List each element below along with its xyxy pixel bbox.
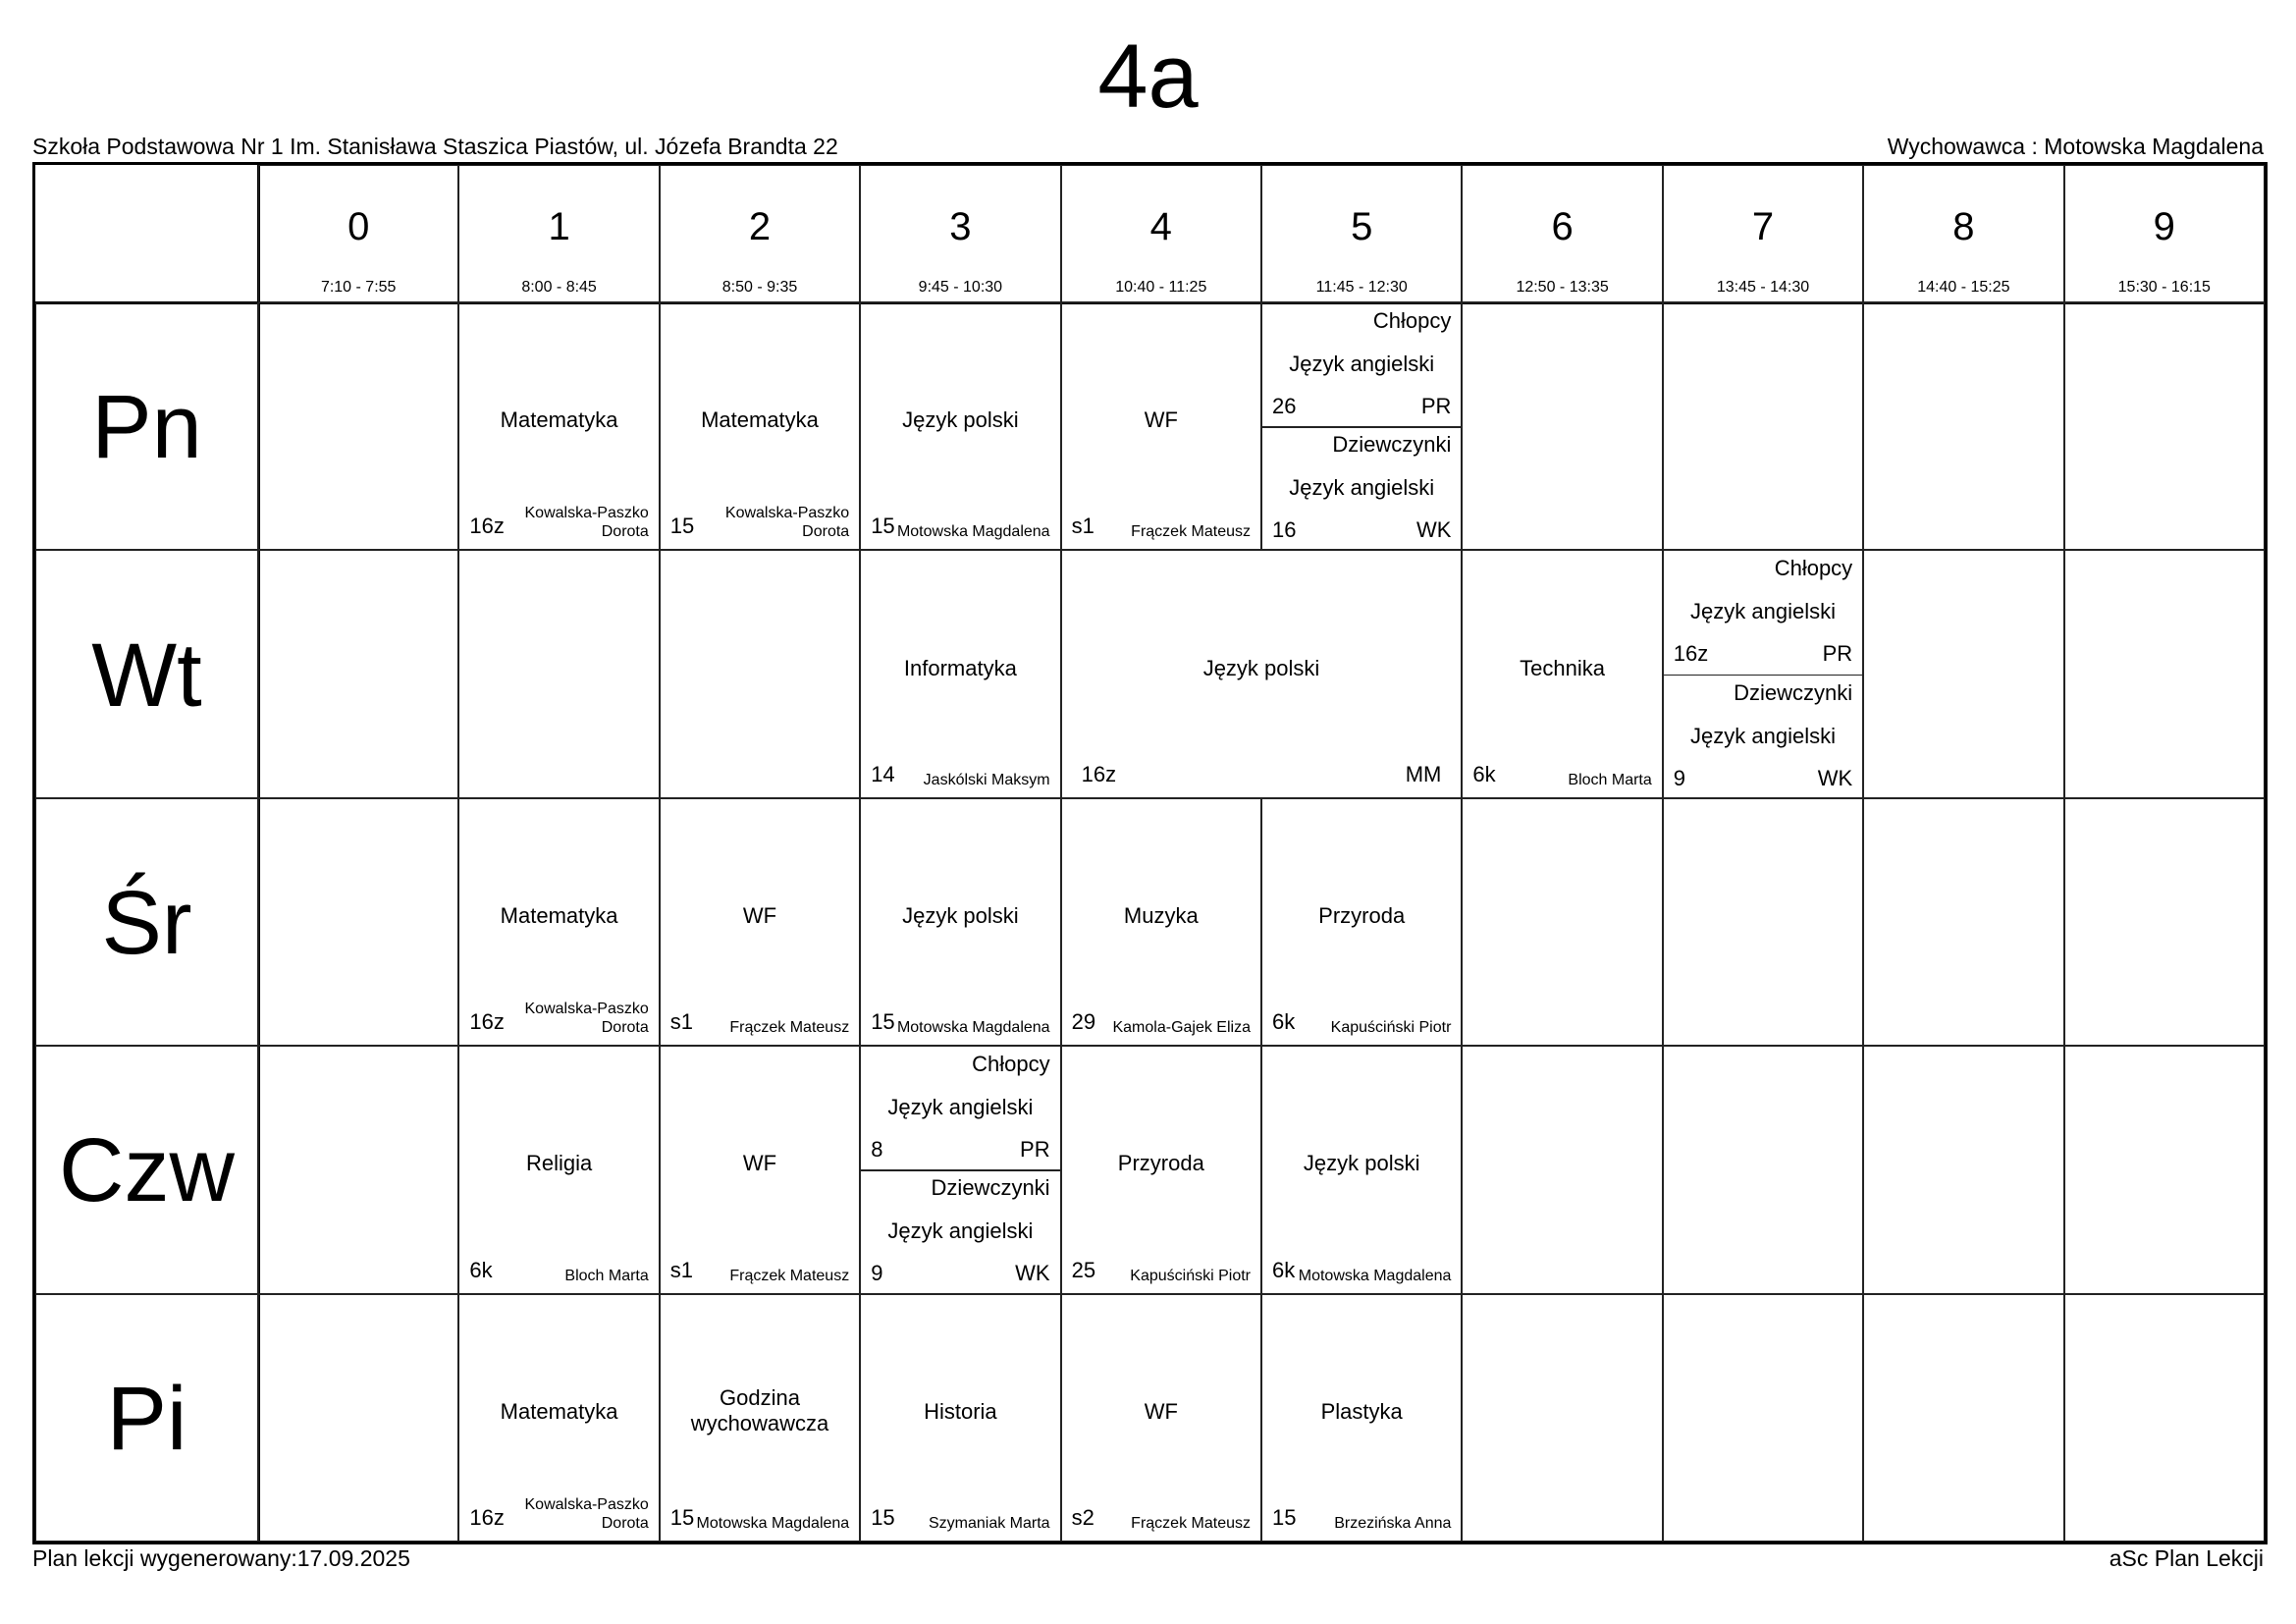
lesson-cell (860, 1294, 1060, 1542)
teacher-name (1568, 771, 1651, 789)
lesson-subject: Muzyka (1123, 902, 1199, 928)
room-number: s1 (669, 1009, 694, 1035)
period-time: 15:30 - 16:15 (2117, 279, 2211, 296)
period-time: 8:50 - 9:35 (721, 279, 798, 296)
empty-slot (1663, 798, 1863, 1046)
teacher-name-line: Frączek Mateusz (1131, 1514, 1251, 1532)
lesson-cell (1061, 798, 1261, 1046)
period-time: 9:45 - 10:30 (918, 279, 1003, 296)
empty-slot (458, 550, 659, 797)
teacher-name (1331, 1018, 1452, 1037)
period-number: 0 (347, 205, 370, 248)
room-number: 29 (1071, 1009, 1096, 1035)
lesson-subject: Język angielski (1690, 599, 1836, 624)
period-time: 12:50 - 13:35 (1516, 279, 1609, 296)
lesson-subject-line: wychowawcza (690, 1410, 829, 1435)
empty-slot (1863, 302, 2063, 550)
lesson-cell (660, 1046, 860, 1293)
lesson-subject: Przyroda (1117, 1151, 1204, 1176)
lesson-subject: Język polski (902, 407, 1019, 433)
empty-slot (1663, 302, 1863, 550)
teacher-abbr: PR (1420, 394, 1452, 418)
day-label-cell (35, 798, 258, 1046)
lesson-cell (458, 1294, 659, 1542)
lesson-cell (458, 302, 659, 550)
empty-slot (258, 1294, 458, 1542)
empty-slot (1863, 1046, 2063, 1293)
lesson-cell (660, 302, 860, 550)
lesson-cell (660, 798, 860, 1046)
lesson-subject: Język polski (1202, 655, 1320, 680)
period-header (860, 165, 1060, 302)
lesson-subject: Religia (525, 1151, 593, 1176)
day-label: Czw (59, 1120, 235, 1221)
teacher-name (697, 1514, 850, 1533)
teacher-name (924, 771, 1050, 789)
day-label-cell (35, 550, 258, 797)
teacher-name (1131, 522, 1251, 541)
day-label-cell (35, 302, 258, 550)
timetable-title: 4a (1097, 27, 1199, 127)
teacher-name-line: Brzezińska Anna (1334, 1514, 1452, 1532)
teacher-name (929, 1514, 1050, 1533)
room-number: 25 (1071, 1257, 1096, 1282)
room-number: 15 (871, 514, 895, 539)
school-name: Szkoła Podstawowa Nr 1 Im. Stanisława Staszica Piastów, ul. Józefa Brandta 22 (32, 134, 838, 159)
teacher-name-line: Dorota (601, 1514, 649, 1532)
period-header (1061, 165, 1261, 302)
group-label: Chłopcy (1372, 308, 1452, 333)
lesson-subject: Język angielski (887, 1218, 1034, 1244)
teacher-abbr: WK (1817, 765, 1853, 790)
period-time: 14:40 - 15:25 (1917, 279, 2010, 296)
day-label-cell (35, 1046, 258, 1293)
period-number: 8 (1952, 205, 1975, 248)
lesson-subject: Język angielski (1690, 723, 1836, 748)
period-header (258, 165, 458, 302)
teacher-name-line: Dorota (601, 523, 649, 541)
empty-slot (2064, 1294, 2265, 1542)
lesson-subject: Technika (1520, 655, 1605, 680)
period-number: 1 (548, 205, 570, 248)
lesson-subject (667, 1385, 853, 1436)
empty-slot (1663, 1294, 1863, 1542)
room-number: 15 (871, 1009, 895, 1035)
teacher-name (1299, 1267, 1452, 1285)
lesson-subject: WF (742, 902, 777, 928)
day-label: Wt (91, 624, 202, 726)
group-label: Chłopcy (972, 1052, 1050, 1077)
room-number: 16z (1081, 761, 1117, 786)
teacher-name-line: Motowska Magdalena (696, 1514, 850, 1532)
empty-slot (1462, 302, 1662, 550)
lesson-cell (1061, 550, 1463, 797)
room-number: 16 (1272, 517, 1297, 543)
lesson-subject: Informatyka (903, 655, 1017, 680)
room-number: 26 (1272, 394, 1297, 418)
period-time: 13:45 - 14:30 (1716, 279, 1810, 296)
empty-slot (2064, 302, 2265, 550)
room-number: 16z (469, 1504, 505, 1530)
room-number: s2 (1071, 1504, 1095, 1530)
lesson-cell (660, 1294, 860, 1542)
lesson-cell (860, 1046, 1060, 1293)
teacher-name-line: Bloch Marta (564, 1267, 649, 1284)
room-number: 16z (1673, 641, 1709, 667)
period-time: 11:45 - 12:30 (1315, 279, 1408, 296)
empty-slot (258, 550, 458, 797)
room-number: 15 (669, 514, 695, 539)
group-label: Dziewczynki (1332, 432, 1452, 458)
teacher-name (897, 522, 1050, 541)
teacher-name-line: Dorota (802, 523, 850, 541)
room-number: 6k (1472, 761, 1496, 786)
teacher-name-line: Kapuściński Piotr (1330, 1019, 1452, 1037)
room-number: 9 (1673, 765, 1686, 790)
teacher-name (897, 1018, 1050, 1037)
group-label: Dziewczynki (1734, 679, 1853, 705)
teacher-name-line: Frączek Mateusz (729, 1267, 850, 1284)
teacher-name (1334, 1514, 1451, 1533)
teacher-name-line: Kowalska-Paszko (524, 1001, 649, 1018)
day-label-cell (35, 1294, 258, 1542)
period-header (2064, 165, 2265, 302)
lesson-subject: Matematyka (500, 902, 618, 928)
period-number: 5 (1351, 205, 1373, 248)
period-number: 3 (949, 205, 972, 248)
period-header (1261, 165, 1462, 302)
lesson-subject: WF (1144, 407, 1178, 433)
room-number: 15 (669, 1504, 695, 1530)
empty-slot (1863, 798, 2063, 1046)
teacher-name-line: Motowska Magdalena (1298, 1267, 1452, 1284)
empty-slot (258, 302, 458, 550)
period-number: 9 (2153, 205, 2175, 248)
lesson-cell (1261, 302, 1462, 550)
period-header (660, 165, 860, 302)
lesson-subject: Matematyka (500, 407, 618, 433)
empty-slot (2064, 798, 2265, 1046)
lesson-cell (860, 302, 1060, 550)
homeroom-teacher: Wychowawca : Motowska Magdalena (1887, 134, 2264, 159)
group-divider (1262, 426, 1461, 428)
teacher-name-line: Jaskólski Maksym (923, 771, 1050, 788)
lesson-subject: Język polski (902, 902, 1019, 928)
teacher-abbr: WK (1415, 517, 1452, 543)
empty-slot (1663, 1046, 1863, 1293)
room-number: 8 (871, 1137, 883, 1163)
teacher-name (729, 1267, 849, 1285)
room-number: 6k (1272, 1009, 1296, 1035)
lesson-subject: Matematyka (701, 407, 819, 433)
room-number: 14 (871, 761, 895, 786)
teacher-name-line: Kapuściński Piotr (1130, 1267, 1251, 1284)
period-header (458, 165, 659, 302)
empty-slot (1462, 1046, 1662, 1293)
empty-slot (1462, 1294, 1662, 1542)
room-number: 16z (469, 1009, 505, 1035)
lesson-cell (1061, 1046, 1261, 1293)
period-time: 8:00 - 8:45 (521, 279, 597, 296)
lesson-subject: Język angielski (1289, 352, 1435, 376)
lesson-subject: Plastyka (1320, 1398, 1403, 1424)
period-time: 7:10 - 7:55 (320, 279, 397, 296)
room-number: s1 (669, 1257, 694, 1282)
teacher-name (1112, 1018, 1251, 1037)
lesson-cell (458, 1046, 659, 1293)
room-number: s1 (1071, 514, 1095, 539)
period-time: 10:40 - 11:25 (1115, 279, 1207, 296)
period-number: 6 (1551, 205, 1574, 248)
teacher-name (525, 504, 649, 541)
room-number: 16z (469, 514, 505, 539)
teacher-abbr: PR (1020, 1137, 1050, 1163)
group-label: Chłopcy (1774, 556, 1853, 581)
group-divider (1664, 675, 1862, 677)
empty-slot (660, 550, 860, 797)
period-header (1663, 165, 1863, 302)
period-header (1863, 165, 2063, 302)
lesson-cell (1462, 550, 1662, 797)
period-header (1462, 165, 1662, 302)
lesson-cell (1061, 302, 1261, 550)
teacher-name (525, 1000, 649, 1037)
empty-slot (1863, 1294, 2063, 1542)
period-number: 7 (1751, 205, 1775, 248)
empty-slot (258, 1046, 458, 1293)
teacher-abbr: WK (1015, 1261, 1050, 1286)
generated-date: Plan lekcji wygenerowany:17.09.2025 (32, 1545, 410, 1571)
teacher-name-line: Dorota (601, 1019, 649, 1037)
teacher-name-line: Kowalska-Paszko (524, 505, 649, 522)
teacher-abbr: PR (1822, 641, 1853, 667)
lesson-subject: Matematyka (500, 1398, 618, 1424)
teacher-name-line: Motowska Magdalena (896, 1019, 1050, 1037)
timetable-grid (32, 162, 2268, 1544)
empty-slot (1462, 798, 1662, 1046)
teacher-name (725, 504, 849, 541)
teacher-name (525, 1495, 649, 1533)
group-divider (861, 1169, 1059, 1171)
teacher-name-line: Kowalska-Paszko (524, 1495, 649, 1513)
day-label: Pi (106, 1368, 187, 1469)
lesson-cell (1261, 1294, 1462, 1542)
lesson-cell (1663, 550, 1863, 797)
teacher-name-line: Frączek Mateusz (729, 1019, 850, 1037)
empty-slot (2064, 1046, 2265, 1293)
room-number: 15 (1272, 1504, 1297, 1530)
lesson-subject: Język angielski (1289, 475, 1435, 501)
lesson-subject: Przyroda (1318, 902, 1406, 928)
lesson-cell (1261, 798, 1462, 1046)
teacher-name (1130, 1267, 1251, 1285)
lesson-cell (860, 798, 1060, 1046)
room-number: 6k (1272, 1257, 1296, 1282)
room-number: 15 (871, 1504, 895, 1530)
lesson-subject: WF (742, 1151, 777, 1176)
teacher-name-line: Bloch Marta (1568, 771, 1652, 788)
period-number: 2 (748, 205, 772, 248)
teacher-name (729, 1018, 849, 1037)
day-label: Pn (91, 377, 202, 478)
teacher-name-line: Frączek Mateusz (1131, 523, 1251, 541)
empty-slot (1863, 550, 2063, 797)
teacher-name-line: Szymaniak Marta (928, 1514, 1050, 1532)
lesson-cell (458, 798, 659, 1046)
day-label: Śr (101, 872, 192, 973)
teacher-name (1131, 1514, 1251, 1533)
empty-slot (258, 798, 458, 1046)
teacher-name (564, 1267, 648, 1285)
lesson-subject: Język polski (1303, 1151, 1420, 1176)
teacher-name-line: Kamola-Gajek Eliza (1112, 1019, 1251, 1037)
lesson-cell (1061, 1294, 1261, 1542)
lesson-subject: Historia (924, 1398, 997, 1424)
room-number: 9 (871, 1261, 883, 1286)
group-label: Dziewczynki (931, 1175, 1050, 1201)
period-number: 4 (1149, 205, 1172, 248)
lesson-subject-line: Godzina (720, 1384, 800, 1410)
teacher-abbr: MM (1405, 761, 1442, 786)
teacher-name-line: Motowska Magdalena (896, 523, 1050, 541)
room-number: 6k (469, 1257, 493, 1282)
app-credit: aSc Plan Lekcji (2109, 1545, 2264, 1571)
lesson-subject: WF (1144, 1398, 1178, 1424)
empty-slot (2064, 550, 2265, 797)
lesson-cell (1261, 1046, 1462, 1293)
lesson-cell (860, 550, 1060, 797)
lesson-subject: Język angielski (887, 1095, 1034, 1120)
teacher-name-line: Kowalska-Paszko (724, 505, 850, 522)
